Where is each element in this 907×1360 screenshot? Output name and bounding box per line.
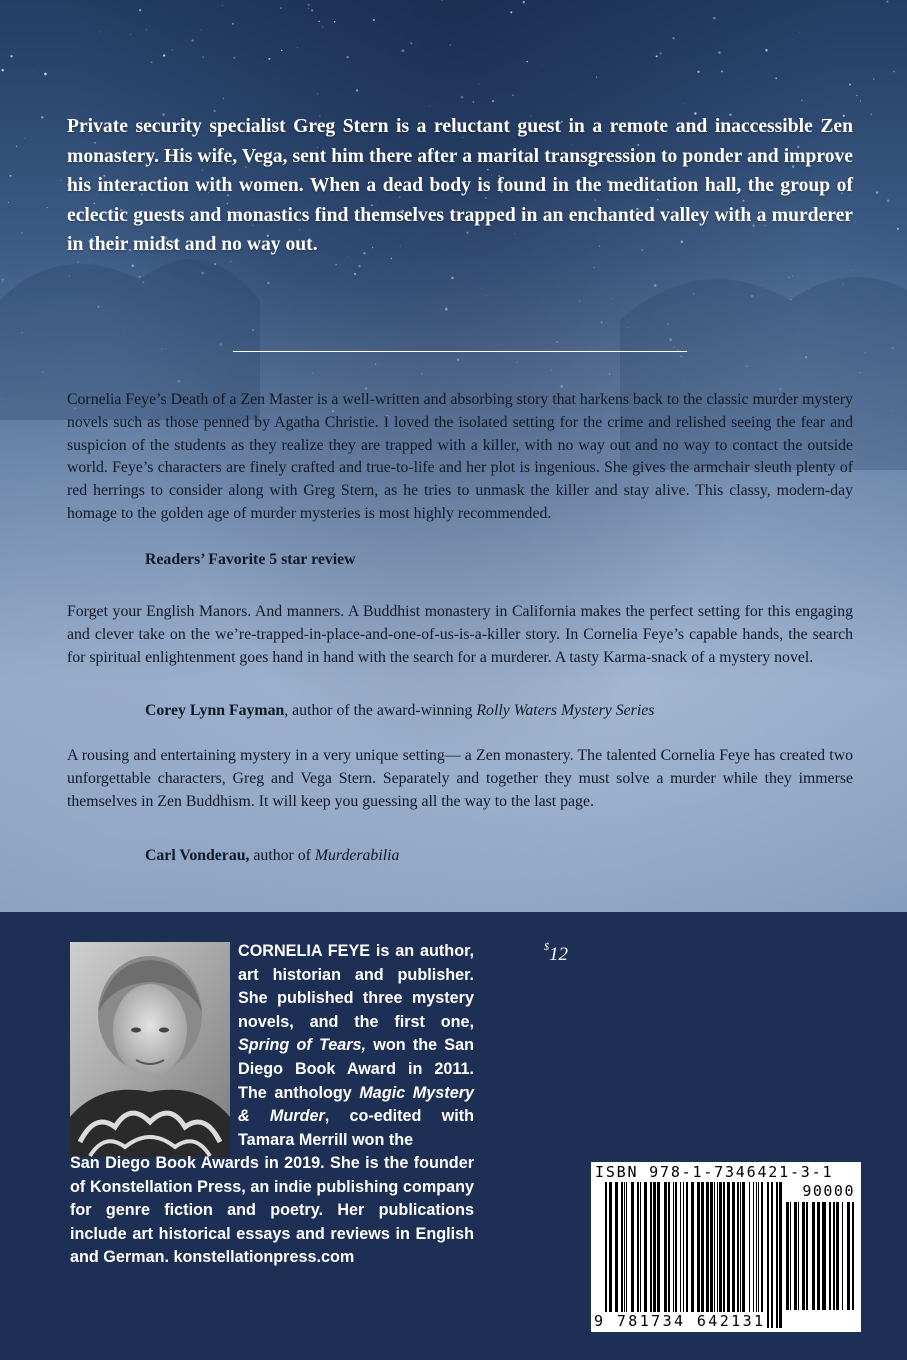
barcode-bar [756,1182,757,1328]
review-3-work: Murderabilia [314,847,400,864]
barcode-bar [833,1202,835,1310]
star [10,175,12,177]
barcode-bar [680,1182,681,1328]
star [16,146,17,147]
star [873,79,874,80]
review-1-text: Cornelia Feye’s Death of a Zen Master is a well-written and absorbing story that harkens back to the classic murder mystery novels such as those penned by Agatha Christie. I loved the isolated setting for the crime and relished seeing the fear and suspicion of the students as they realize they are trapped with a killer, with no way out and no way to contact the outside world. Feye’s characters are finely crafted and true-to-life and her plot is ingenious. She gives the armchair sleuth plenty of red herrings to consider along with Greg Stern, as he tries to unmask the killer and stay alive. This classy, modern-day homage to the golden age of murder mysteries is most highly recommended. [67,391,853,522]
star [132,264,135,267]
barcode-bar [675,1182,677,1328]
star [281,50,283,52]
star [684,103,685,104]
star [232,23,234,25]
star [886,1,888,3]
star [267,282,269,284]
star [139,9,141,11]
star [268,58,270,60]
barcode-bar [691,1182,694,1328]
barcode-bar [749,1182,750,1328]
star [25,138,26,139]
barcode-bar [812,1202,815,1310]
star [223,98,224,99]
star [1,69,3,71]
star [163,54,165,56]
barcode-bar [723,1182,725,1328]
star [451,277,454,280]
star [526,61,528,63]
star [410,42,412,44]
star [297,47,298,48]
star [41,116,43,118]
star [856,95,857,96]
star [545,349,546,350]
barcode-bar [806,1202,808,1310]
star [718,51,721,54]
barcode-bar [615,1182,618,1328]
ean-digits: 9 781734 642131 [594,1312,766,1330]
barcode-bar [710,1182,713,1328]
barcode-bar [605,1182,607,1328]
star [172,49,173,50]
review-2-work: Rolly Waters Mystery Series [476,702,655,719]
barcode-bar [664,1182,667,1328]
star [721,70,723,72]
barcode-bar [650,1182,652,1328]
barcode-bar [727,1182,730,1328]
star [139,276,141,278]
price-symbol: $ [544,942,549,953]
barcode-bar [852,1202,854,1310]
star [472,101,474,103]
star [347,56,349,58]
star [373,19,375,21]
star [801,99,803,101]
barcode-bar [790,1202,791,1310]
star [430,106,431,107]
star [897,228,899,230]
bio-part-2: won the San Diego Book Award in 2011. The anthology [238,1036,474,1102]
barcode-bar [653,1182,656,1328]
star [450,44,452,46]
book-blurb: Private security specialist Greg Stern is a reluctant guest in a remote and inaccessible Zen monastery. His wife, Vega, sent him there after a marital transgression to ponder and improve his interaction with women. When a dead body is found in the meditation hall, the group of eclectic guests and monastics find themselves trapped in an enchanted valley with a murderer in their midst and no way out. [67,116,853,256]
barcode-bar [657,1182,660,1328]
divider-rule [233,351,687,352]
barcode-bar [798,1202,799,1310]
review-2-attribution [145,702,654,720]
barcode-bar [737,1182,739,1328]
barcode-bar [836,1202,839,1310]
barcode-bar [637,1182,639,1328]
barcode-bar [686,1182,688,1328]
star [44,73,47,76]
barcode-bar [714,1182,715,1328]
star [579,301,580,302]
star [656,55,658,57]
star [312,373,313,374]
star [402,49,405,52]
barcode-bar [732,1182,735,1328]
star [867,112,868,113]
star [510,11,512,13]
star [870,113,872,115]
star [611,298,612,299]
barcode-bar [621,1182,623,1328]
barcode-bar [761,1182,763,1328]
star [765,49,767,51]
star [375,364,376,365]
star [356,89,358,91]
star [461,96,464,99]
barcode-bar [767,1182,769,1328]
review-3-author: Carl Vonderau, [145,847,250,864]
star [10,55,12,57]
star [609,373,610,374]
star [788,277,789,278]
review-2-author: Corey Lynn Fayman [145,702,285,719]
review-3-attribution [145,847,399,865]
author-bio-top [238,940,474,1152]
barcode-bar [771,1182,773,1328]
star [713,17,716,20]
bio-part-1: CORNELIA FEYE is an author, art historian and publisher. She published three mystery novels, and the first one, [238,942,474,1031]
star [438,104,439,105]
barcode-bar [817,1202,820,1310]
star [672,37,674,39]
review-1-source [145,551,356,569]
barcode-bar [683,1182,684,1328]
star [308,4,310,6]
star [34,70,35,71]
bio-book-1: Spring of Tears, [238,1036,367,1055]
bio-part-3: , co-edited with Tamara Merrill won the [238,1107,474,1149]
barcode-bar [717,1182,718,1328]
review-2-role: , author of the award-winning [284,702,477,719]
star [775,78,777,80]
star [855,221,856,222]
barcode-bar [626,1182,627,1328]
barcode-bar [842,1202,843,1310]
star [191,39,193,41]
star [457,359,459,361]
barcode-bar [624,1182,625,1328]
star [799,32,800,33]
star [659,52,661,54]
ean-barcode-bars [605,1182,783,1328]
barcode-bar [609,1182,612,1328]
star [893,71,895,73]
star [78,261,79,262]
review-3-text: A rousing and entertaining mystery in a very unique setting— a Zen monastery. The talented Cornelia Feye has created two unforgettable characters, Greg and Vega Stern. Separately and together they must solve a murder while they immerse themselves in Zen Buddhism. It will keep you guessing all the way to the last page. [67,747,853,810]
star [551,370,552,371]
star [358,265,360,267]
star [593,267,594,268]
barcode-bar [776,1182,778,1328]
isbn-number: ISBN 978-1-7346421-3-1 [595,1163,834,1181]
price-label [544,944,568,966]
star [129,260,130,261]
star [275,78,276,79]
star [792,276,793,277]
barcode-bar [631,1182,634,1328]
price-amount: 12 [549,944,568,965]
star [697,71,699,73]
review-1-source-name: Readers’ Favorite 5 star review [145,551,356,568]
addon-barcode-bars [786,1202,854,1310]
star [47,207,48,208]
barcode-bar [847,1202,850,1310]
star [601,322,603,324]
barcode-bar [758,1182,759,1328]
star [486,295,487,296]
star [905,123,906,124]
star [318,21,319,22]
review-2-text: Forget your English Manors. And manners. A Buddhist monastery in California makes the perfect setting for this engaging and clever take on the we’re-trapped-in-place-and-one-of-us-is-a-killer story. In Cornelia Feye’s capable hands, the search for spiritual enlightenment goes hand in hand with the search for a murderer. A tasty Karma-snack of a mystery novel. [67,603,853,666]
star [542,65,543,66]
star [556,341,558,343]
star [515,375,516,376]
barcode-bar [640,1182,641,1328]
star [280,7,282,9]
star [2,280,3,281]
star [335,264,336,265]
star [308,8,309,9]
star [7,275,8,276]
star [222,5,223,6]
star [290,304,291,305]
barcode-bar [802,1202,805,1310]
barcode-bar [668,1182,670,1328]
star [441,0,443,1]
barcode-bar [719,1182,722,1328]
star [99,32,100,33]
star [60,180,61,181]
star [654,284,657,287]
star [233,57,235,59]
star [322,26,323,27]
barcode-bar [701,1182,704,1328]
addon-code: 90000 [802,1182,855,1200]
star [2,279,4,281]
star [151,62,152,63]
star [492,100,494,102]
star [876,191,879,194]
star [849,84,851,86]
star [512,94,514,96]
star [146,29,147,30]
star [421,373,422,374]
star [478,83,479,84]
star [373,337,374,338]
star [851,270,852,271]
isbn-barcode [591,1162,861,1332]
bio-book-2: Magic Mystery & Murder [238,1083,474,1126]
star [445,308,448,311]
barcode-bar [753,1182,754,1328]
star [317,93,318,94]
author-bio-bottom: San Diego Book Awards in 2019. She is the founder of Konstellation Press, an indie publishing company for genre fiction and poetry. Her publications include art historical essays and reviews in English and German. konstellationpress.com [70,1154,474,1267]
star [230,261,232,263]
star [311,9,313,11]
barcode-bar [644,1182,647,1328]
star [354,273,356,275]
author-photo [70,942,230,1157]
star [596,77,597,78]
barcode-bar [740,1182,741,1328]
barcode-bar [794,1202,797,1310]
star [201,29,202,30]
star [21,232,22,233]
barcode-bar [779,1182,782,1328]
barcode-bar [822,1202,826,1310]
barcode-bar [697,1182,700,1328]
star [523,1,525,3]
star [8,202,9,203]
star [334,21,336,23]
star [202,56,204,58]
barcode-bar [706,1182,709,1328]
star [561,385,563,387]
star [887,199,890,202]
star [516,362,517,363]
barcode-bar [673,1182,674,1328]
star [860,100,861,101]
barcode-bar [742,1182,745,1328]
star [130,34,131,35]
barcode-bar [786,1202,789,1310]
barcode-bar [829,1202,831,1310]
review-3-role: author of [249,847,315,864]
